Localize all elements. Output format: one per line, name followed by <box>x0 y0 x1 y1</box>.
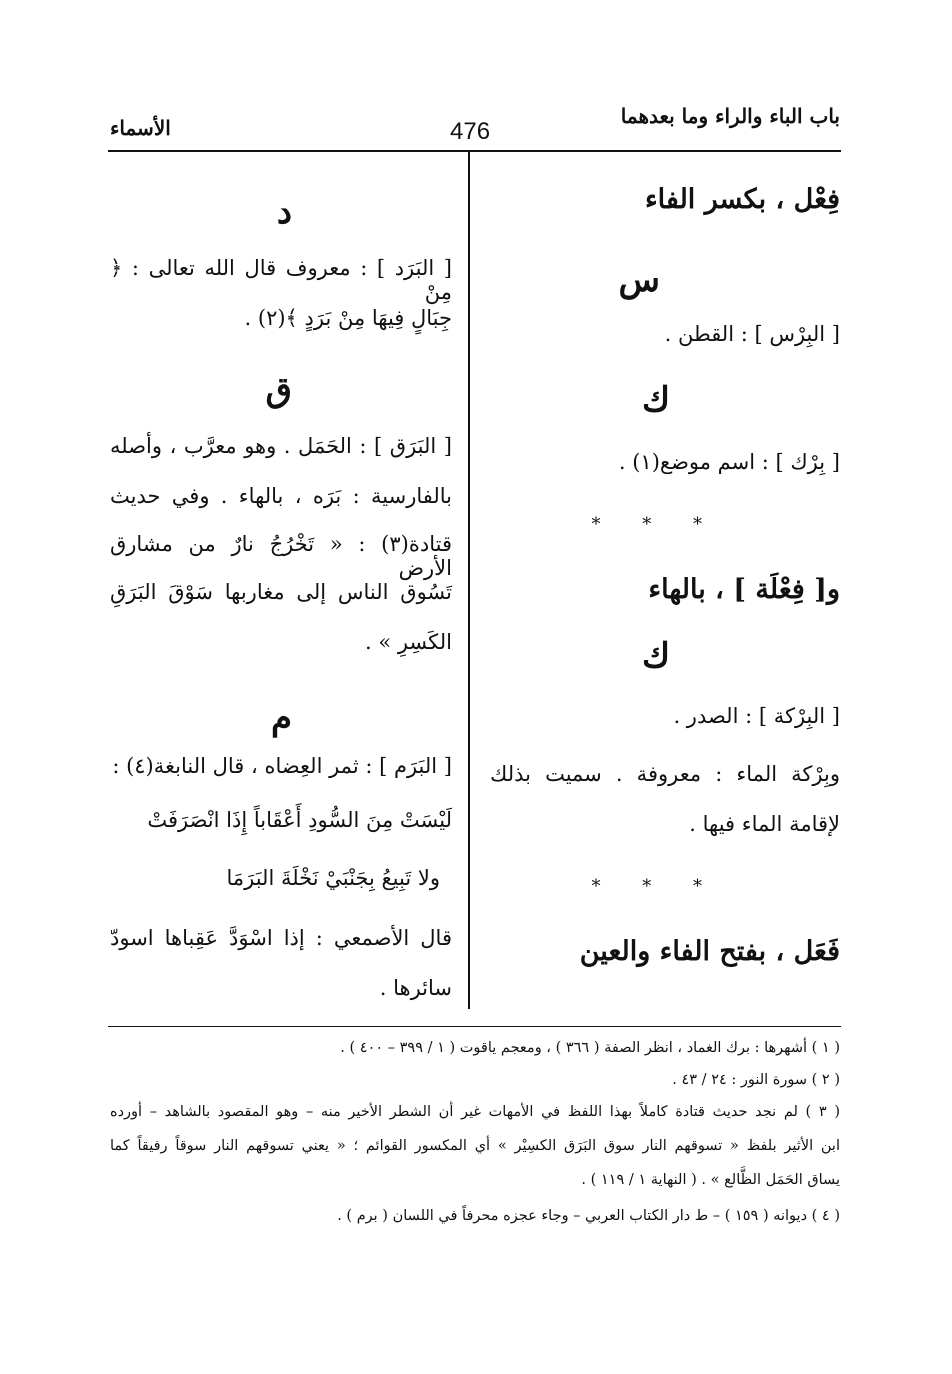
entry-baram-note: قال الأصمعي : إذا اسْوَدَّ عَقِباها اسودّ <box>110 926 452 950</box>
footnote-3: ( ٣ ) لم نجد حديث قتادة كاملاً بهذا اللفظ في الأمهات غير أن الشطر الأخير منه – وهو المقصود بالشاهد – أورده <box>110 1104 840 1120</box>
entry-baraq: [ البَرَق ] : الحَمَل . وهو معرَّب ، وأصله <box>110 434 452 458</box>
poem-verse: ولا تَبِيعُ بِجَنْبَيْ نَخْلَةَ البَرَمَا <box>226 866 440 890</box>
letter-heading-m: م <box>270 698 292 738</box>
letter-heading-s: س <box>618 260 660 300</box>
letter-heading-k: ك <box>641 380 670 420</box>
entry-barad: جِبَالٍ فِيهَا مِنْ بَرَدٍ ﴾(٢) . <box>244 306 452 330</box>
letter-heading-k: ك <box>641 636 670 676</box>
footnote-2: ( ٢ ) سورة النور : ٢٤ / ٤٣ . <box>672 1072 840 1088</box>
section-separator: * * * <box>591 876 720 897</box>
pattern-heading-fil: فِعْل ، بكسر الفاء <box>644 184 840 215</box>
entry-baram: [ البَرَم ] : ثمر العِضاه ، قال النابغة(٤) : <box>112 754 452 778</box>
footnote-3: يساق الحَمَل الظَّالع » . ( النهاية ١ / ١١٩ ) . <box>581 1172 840 1188</box>
pattern-heading-faal: فَعَل ، بفتح الفاء والعين <box>579 936 840 967</box>
column-divider <box>468 152 470 1009</box>
entry-baraq: الكَسِرِ » . <box>364 630 452 654</box>
poem-verse: لَيْسَتْ مِنَ السُّودِ أَعْقَاباً إِذَا انْصَرَفَتْ <box>147 808 452 832</box>
footnote-rule <box>108 1026 841 1027</box>
header-rule <box>108 150 841 152</box>
letter-heading-d: د <box>276 192 292 232</box>
entry-barad: [ البَرَد ] : معروف قال الله تعالى : ﴿ مِنْ <box>110 256 452 304</box>
letter-heading-q: ق <box>265 370 292 410</box>
entry-baraq: قتادة(٣) : « تَخْرُجُ نارٌ من مشارق الأرض <box>110 532 452 580</box>
entry-birka-text: لإقامة الماء فيها . <box>689 812 840 836</box>
footnote-4: ( ٤ ) ديوانه ( ١٥٩ ) – ط دار الكتاب العربي – وجاء عجزه محرفاً في اللسان ( برم ) . <box>337 1208 840 1224</box>
pattern-heading-filah: و[ فِعْلَة ] ، بالهاء <box>648 574 840 605</box>
section-title: الأسماء <box>110 116 171 140</box>
entry-baram-note: سائرها . <box>379 976 452 1000</box>
entry-birka: [ البِرْكة ] : الصدر . <box>673 704 840 728</box>
entry-baraq: تَسُوق الناس إلى مغاربها سَوْقَ البَرَقِ <box>110 580 452 604</box>
footnote-1: ( ١ ) أشهرها : برك الغماد ، انظر الصفة ( ٣٦٦ ) ، ومعجم ياقوت ( ١ / ٣٩٩ – ٤٠٠ ) . <box>340 1040 840 1056</box>
section-separator: * * * <box>591 514 720 535</box>
entry-birs: [ البِرْس ] : القطن . <box>664 322 840 346</box>
entry-baraq: بالفارسية : بَرَه ، بالهاء . وفي حديث <box>110 484 452 508</box>
entry-birk: [ بِرْك ] : اسم موضع(١) . <box>618 450 840 474</box>
entry-birka-text: وبِرْكة الماء : معروفة . سميت بذلك <box>490 762 840 786</box>
footnote-3: ابن الأثير بلفظ « تسوقهم النار سوق البَرَق الكسِيْر » أي المكسور القوائم ؛ « يعني تسوقهم النار سوقاً رفيقاً كما <box>110 1138 840 1154</box>
page-number: 476 <box>450 118 491 145</box>
chapter-title: باب الباء والراء وما بعدهما <box>620 104 840 128</box>
